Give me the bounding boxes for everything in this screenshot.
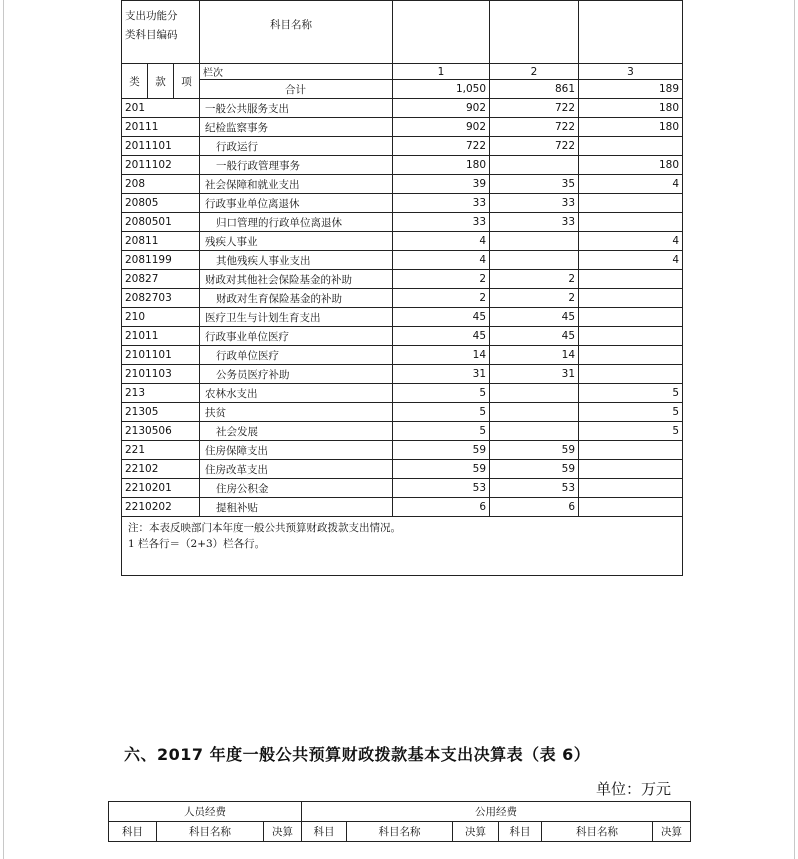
row-col3	[579, 289, 683, 308]
row-col2: 2	[490, 270, 579, 289]
row-name: 扶贫	[200, 403, 393, 422]
table-row	[122, 270, 683, 289]
row-col2	[490, 156, 579, 175]
row-name: 一般公共服务支出	[200, 99, 393, 118]
row-col2: 59	[490, 460, 579, 479]
row-col3	[579, 346, 683, 365]
row-name: 住房改革支出	[200, 460, 393, 479]
row-col1: 59	[393, 460, 490, 479]
sub-header-xiang: 项	[174, 64, 200, 99]
row-code: 208	[122, 175, 200, 194]
row-col1: 5	[393, 403, 490, 422]
page-edge-left	[3, 0, 4, 859]
name-header: 科目名称	[200, 1, 393, 64]
row-col3: 180	[579, 156, 683, 175]
row-name: 提租补贴	[200, 498, 393, 517]
header-blank-2	[490, 1, 579, 64]
row-code: 20811	[122, 232, 200, 251]
header-blank-1	[393, 1, 490, 64]
row-col2: 2	[490, 289, 579, 308]
row-col2	[490, 251, 579, 270]
row-col3	[579, 137, 683, 156]
row-name: 残疾人事业	[200, 232, 393, 251]
row-col3	[579, 213, 683, 232]
row-col3: 5	[579, 384, 683, 403]
header-blank-3	[579, 1, 683, 64]
row-code: 2082703	[122, 289, 200, 308]
personnel-expense-header: 人员经费	[109, 802, 302, 822]
col-index-2: 2	[490, 64, 579, 80]
t6-subject-name-3: 科目名称	[542, 822, 653, 842]
row-name: 行政运行	[200, 137, 393, 156]
row-col3: 4	[579, 175, 683, 194]
t6-final-2: 决算	[453, 822, 499, 842]
row-col3: 180	[579, 118, 683, 137]
row-code: 210	[122, 308, 200, 327]
table-row	[122, 479, 683, 498]
row-col1: 902	[393, 99, 490, 118]
row-code: 2081199	[122, 251, 200, 270]
row-name: 财政对其他社会保险基金的补助	[200, 270, 393, 289]
row-col1: 33	[393, 194, 490, 213]
t6-subject-1: 科目	[109, 822, 157, 842]
row-name: 纪检监察事务	[200, 118, 393, 137]
table-note	[122, 517, 683, 576]
row-code: 2130506	[122, 422, 200, 441]
total-col3: 189	[579, 80, 683, 99]
t6-final-1: 决算	[264, 822, 302, 842]
row-code: 21305	[122, 403, 200, 422]
data-rows	[122, 99, 683, 517]
row-code: 201	[122, 99, 200, 118]
row-col1: 39	[393, 175, 490, 194]
row-name: 行政单位医疗	[200, 346, 393, 365]
row-name: 财政对生育保险基金的补助	[200, 289, 393, 308]
row-col2	[490, 232, 579, 251]
sub-header-kuan: 款	[148, 64, 174, 99]
row-col2: 33	[490, 194, 579, 213]
column-index-row	[122, 64, 683, 80]
table6-group-row	[109, 802, 691, 822]
row-col2: 53	[490, 479, 579, 498]
row-col3	[579, 479, 683, 498]
table-row	[122, 441, 683, 460]
code-header-line1: 支出功能分	[125, 10, 178, 22]
row-code: 2210201	[122, 479, 200, 498]
row-code: 20805	[122, 194, 200, 213]
table-row	[122, 384, 683, 403]
table-row	[122, 327, 683, 346]
row-col1: 31	[393, 365, 490, 384]
unit-label: 单位：万元	[596, 780, 672, 798]
row-name: 其他残疾人事业支出	[200, 251, 393, 270]
row-name: 社会发展	[200, 422, 393, 441]
table-row	[122, 289, 683, 308]
row-col1: 45	[393, 327, 490, 346]
table-row	[122, 346, 683, 365]
row-col1: 722	[393, 137, 490, 156]
row-col3	[579, 460, 683, 479]
row-name: 行政事业单位医疗	[200, 327, 393, 346]
total-row	[122, 80, 683, 99]
row-code: 2011102	[122, 156, 200, 175]
table-row	[122, 498, 683, 517]
row-col1: 33	[393, 213, 490, 232]
row-code: 2101103	[122, 365, 200, 384]
t6-final-3: 决算	[653, 822, 691, 842]
row-col1: 180	[393, 156, 490, 175]
row-col3	[579, 308, 683, 327]
row-col3: 5	[579, 403, 683, 422]
page-edge-right	[794, 0, 795, 859]
row-col2: 45	[490, 327, 579, 346]
row-name: 住房公积金	[200, 479, 393, 498]
code-header-line2: 类科目编码	[125, 29, 178, 41]
row-col2	[490, 422, 579, 441]
row-col3: 5	[579, 422, 683, 441]
row-col3: 4	[579, 232, 683, 251]
row-col2: 722	[490, 99, 579, 118]
basic-expenditure-table	[108, 801, 691, 842]
row-col3: 180	[579, 99, 683, 118]
row-col3	[579, 498, 683, 517]
public-expense-header: 公用经费	[302, 802, 691, 822]
total-col2: 861	[490, 80, 579, 99]
row-col3	[579, 327, 683, 346]
t6-subject-name-2: 科目名称	[347, 822, 453, 842]
row-col2	[490, 403, 579, 422]
table-row	[122, 232, 683, 251]
row-code: 2210202	[122, 498, 200, 517]
row-col1: 6	[393, 498, 490, 517]
row-col3: 4	[579, 251, 683, 270]
row-col2: 722	[490, 137, 579, 156]
header-row	[122, 1, 683, 64]
table-row	[122, 365, 683, 384]
row-code: 22102	[122, 460, 200, 479]
row-col2: 722	[490, 118, 579, 137]
row-name: 住房保障支出	[200, 441, 393, 460]
row-code: 20827	[122, 270, 200, 289]
t6-subject-3: 科目	[499, 822, 542, 842]
row-col1: 2	[393, 289, 490, 308]
row-col1: 45	[393, 308, 490, 327]
row-col1: 59	[393, 441, 490, 460]
row-col3	[579, 270, 683, 289]
table-row	[122, 308, 683, 327]
row-col3	[579, 194, 683, 213]
row-name: 社会保障和就业支出	[200, 175, 393, 194]
section-title: 六、2017 年度一般公共预算财政拨款基本支出决算表（表 6）	[124, 745, 591, 764]
row-col2: 6	[490, 498, 579, 517]
note-line-1: 注：本表反映部门本年度一般公共预算财政拨款支出情况。	[128, 522, 401, 534]
sub-header-lei: 类	[122, 64, 148, 99]
table6-column-row	[109, 822, 691, 842]
note-row	[122, 517, 683, 576]
table-row	[122, 460, 683, 479]
table-row	[122, 156, 683, 175]
row-col1: 14	[393, 346, 490, 365]
row-col3	[579, 365, 683, 384]
t6-subject-2: 科目	[302, 822, 347, 842]
total-label: 合计	[200, 80, 393, 99]
note-line-2: 1 栏各行＝（2+3）栏各行。	[128, 538, 266, 550]
row-name: 农林水支出	[200, 384, 393, 403]
row-name: 一般行政管理事务	[200, 156, 393, 175]
table-row	[122, 251, 683, 270]
t6-subject-name-1: 科目名称	[157, 822, 264, 842]
col-index-3: 3	[579, 64, 683, 80]
table-row	[122, 175, 683, 194]
row-col1: 53	[393, 479, 490, 498]
row-code: 213	[122, 384, 200, 403]
table-row	[122, 403, 683, 422]
row-code: 2011101	[122, 137, 200, 156]
row-code: 21011	[122, 327, 200, 346]
row-name: 行政事业单位离退休	[200, 194, 393, 213]
row-name: 医疗卫生与计划生育支出	[200, 308, 393, 327]
row-code: 20111	[122, 118, 200, 137]
row-col1: 5	[393, 422, 490, 441]
row-col2: 14	[490, 346, 579, 365]
total-col1: 1,050	[393, 80, 490, 99]
row-col1: 5	[393, 384, 490, 403]
expenditure-table	[121, 0, 683, 576]
row-col1: 4	[393, 232, 490, 251]
row-code: 221	[122, 441, 200, 460]
table-row	[122, 422, 683, 441]
row-col2	[490, 384, 579, 403]
row-col2: 33	[490, 213, 579, 232]
row-name: 归口管理的行政单位离退休	[200, 213, 393, 232]
row-col3	[579, 441, 683, 460]
table-row	[122, 99, 683, 118]
row-code: 2080501	[122, 213, 200, 232]
row-col1: 4	[393, 251, 490, 270]
row-col2: 31	[490, 365, 579, 384]
column-label: 栏次	[200, 64, 393, 80]
row-code: 2101101	[122, 346, 200, 365]
row-col1: 902	[393, 118, 490, 137]
table-row	[122, 137, 683, 156]
code-header	[122, 1, 200, 64]
row-col2: 35	[490, 175, 579, 194]
table-row	[122, 118, 683, 137]
row-col2: 45	[490, 308, 579, 327]
row-col2: 59	[490, 441, 579, 460]
row-name: 公务员医疗补助	[200, 365, 393, 384]
col-index-1: 1	[393, 64, 490, 80]
row-col1: 2	[393, 270, 490, 289]
table-row	[122, 194, 683, 213]
table-row	[122, 213, 683, 232]
